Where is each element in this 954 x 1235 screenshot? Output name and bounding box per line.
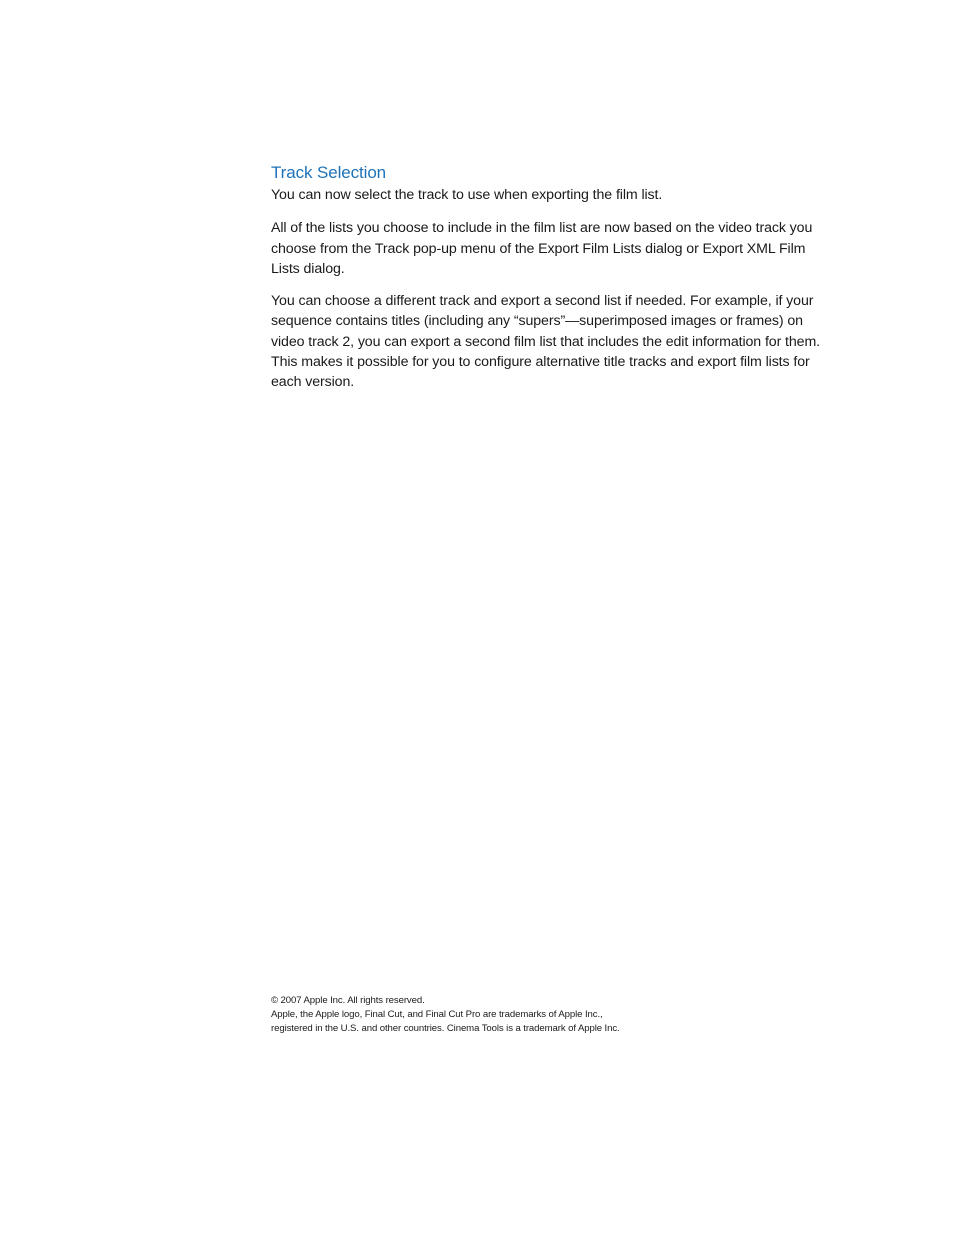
paragraph-intro: You can now select the track to use when exporting the film list. <box>271 187 663 203</box>
paragraph-alternate-tracks: You can choose a different track and export a second list if needed. For example, if your sequence contains titles (including any “supers”—superimposed images or frames) on video track 2, you can export a second film list that includes the edit information for them. This makes it possible for you to configure alternative title tracks and export film lists for each version. <box>271 293 821 391</box>
main-content <box>271 162 831 405</box>
paragraph-track-basis: All of the lists you choose to include in the film list are now based on the video track you choose from the Track pop-up menu of the Export Film Lists dialog or Export XML Film Lists dialog. <box>271 220 813 277</box>
trademark-line-1: Apple, the Apple logo, Final Cut, and Final Cut Pro are trademarks of Apple Inc., <box>271 1009 603 1020</box>
copyright-footer <box>271 994 771 1036</box>
copyright-line: © 2007 Apple Inc. All rights reserved. <box>271 995 425 1006</box>
trademark-line-2: registered in the U.S. and other countries. Cinema Tools is a trademark of Apple Inc. <box>271 1023 620 1034</box>
section-title: Track Selection <box>271 163 387 182</box>
